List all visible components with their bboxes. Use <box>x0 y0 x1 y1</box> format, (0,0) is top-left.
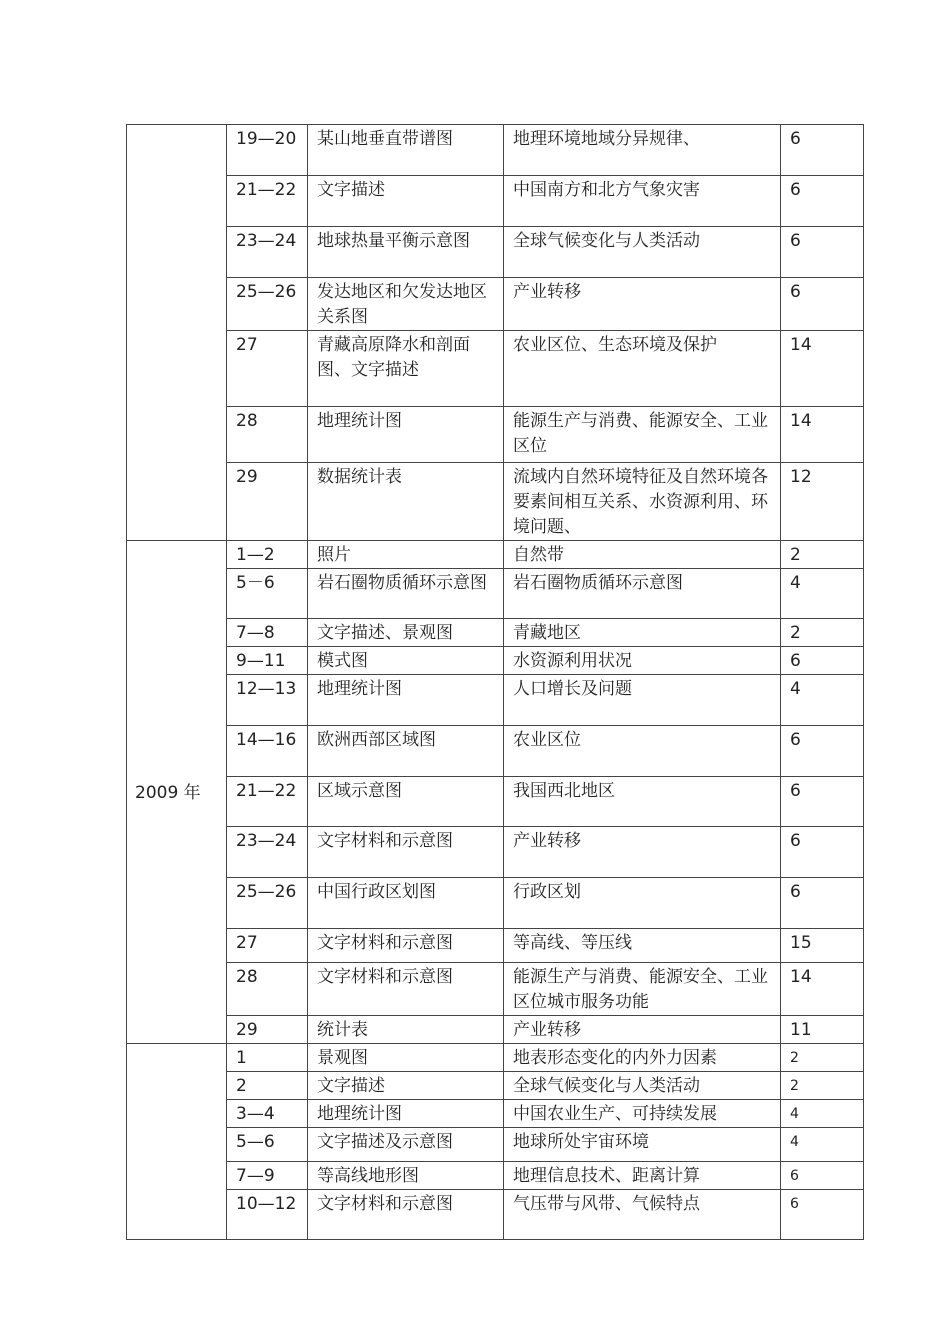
topic-cell: 中国南方和北方气象灾害 <box>504 176 781 227</box>
score-cell: 6 <box>781 1190 864 1240</box>
question-number-cell: 28 <box>227 963 308 1016</box>
table-row <box>127 1016 864 1044</box>
score-cell: 6 <box>781 278 864 331</box>
material-cell: 区域示意图 <box>308 777 504 827</box>
topic-cell: 青藏地区 <box>504 619 781 647</box>
exam-analysis-table <box>126 124 864 1240</box>
table-row <box>127 176 864 227</box>
question-number-cell: 1—2 <box>227 541 308 569</box>
question-number-cell: 12—13 <box>227 675 308 726</box>
material-cell: 文字描述及示意图 <box>308 1128 504 1162</box>
score-cell: 6 <box>781 827 864 878</box>
table-row <box>127 1128 864 1162</box>
topic-cell: 产业转移 <box>504 1016 781 1044</box>
topic-cell: 水资源利用状况 <box>504 647 781 675</box>
table-row <box>127 227 864 278</box>
score-cell: 2 <box>781 1044 864 1072</box>
material-cell: 地理统计图 <box>308 407 504 463</box>
topic-cell: 气压带与风带、气候特点 <box>504 1190 781 1240</box>
question-number-cell: 21—22 <box>227 777 308 827</box>
topic-cell: 岩石圈物质循环示意图 <box>504 569 781 619</box>
topic-cell: 我国西北地区 <box>504 777 781 827</box>
table-row <box>127 777 864 827</box>
score-cell: 4 <box>781 1100 864 1128</box>
material-cell: 等高线地形图 <box>308 1162 504 1190</box>
material-cell: 景观图 <box>308 1044 504 1072</box>
year-cell <box>127 1044 227 1240</box>
material-cell: 数据统计表 <box>308 463 504 541</box>
material-cell: 欧洲西部区域图 <box>308 726 504 777</box>
topic-cell: 行政区划 <box>504 878 781 929</box>
material-cell: 岩石圈物质循环示意图 <box>308 569 504 619</box>
score-cell: 6 <box>781 777 864 827</box>
topic-cell: 地球所处宇宙环境 <box>504 1128 781 1162</box>
material-cell: 地理统计图 <box>308 675 504 726</box>
topic-cell: 全球气候变化与人类活动 <box>504 1072 781 1100</box>
question-number-cell: 3—4 <box>227 1100 308 1128</box>
material-cell: 发达地区和欠发达地区关系图 <box>308 278 504 331</box>
topic-cell: 农业区位、生态环境及保护 <box>504 331 781 407</box>
question-number-cell: 28 <box>227 407 308 463</box>
score-cell: 4 <box>781 1128 864 1162</box>
table-row <box>127 331 864 407</box>
score-cell: 14 <box>781 963 864 1016</box>
table-row <box>127 963 864 1016</box>
material-cell: 某山地垂直带谱图 <box>308 125 504 176</box>
table-row <box>127 1162 864 1190</box>
table-row <box>127 1190 864 1240</box>
score-cell: 2 <box>781 1072 864 1100</box>
table-row <box>127 541 864 569</box>
year-cell: 2009 年 <box>127 541 227 1044</box>
topic-cell: 产业转移 <box>504 827 781 878</box>
topic-cell: 能源生产与消费、能源安全、工业区位城市服务功能 <box>504 963 781 1016</box>
table-row <box>127 407 864 463</box>
question-number-cell: 14—16 <box>227 726 308 777</box>
material-cell: 文字材料和示意图 <box>308 929 504 963</box>
score-cell: 14 <box>781 331 864 407</box>
score-cell: 6 <box>781 647 864 675</box>
topic-cell: 流域内自然环境特征及自然环境各要素间相互关系、水资源利用、环境问题、 <box>504 463 781 541</box>
topic-cell: 中国农业生产、可持续发展 <box>504 1100 781 1128</box>
material-cell: 地理统计图 <box>308 1100 504 1128</box>
table-row <box>127 929 864 963</box>
topic-cell: 自然带 <box>504 541 781 569</box>
table-row <box>127 878 864 929</box>
table-row <box>127 827 864 878</box>
material-cell: 文字材料和示意图 <box>308 827 504 878</box>
topic-cell: 等高线、等压线 <box>504 929 781 963</box>
table-row <box>127 1100 864 1128</box>
question-number-cell: 27 <box>227 331 308 407</box>
year-cell <box>127 125 227 541</box>
table-row <box>127 463 864 541</box>
question-number-cell: 29 <box>227 1016 308 1044</box>
table-row <box>127 569 864 619</box>
table-row <box>127 726 864 777</box>
material-cell: 地球热量平衡示意图 <box>308 227 504 278</box>
table-row <box>127 1072 864 1100</box>
question-number-cell: 29 <box>227 463 308 541</box>
topic-cell: 地理环境地域分异规律、 <box>504 125 781 176</box>
score-cell: 14 <box>781 407 864 463</box>
question-number-cell: 25—26 <box>227 878 308 929</box>
material-cell: 文字描述 <box>308 176 504 227</box>
score-cell: 6 <box>781 1162 864 1190</box>
question-number-cell: 7—9 <box>227 1162 308 1190</box>
material-cell: 统计表 <box>308 1016 504 1044</box>
score-cell: 6 <box>781 125 864 176</box>
topic-cell: 地理信息技术、距离计算 <box>504 1162 781 1190</box>
question-number-cell: 19—20 <box>227 125 308 176</box>
table-row <box>127 125 864 176</box>
question-number-cell: 2 <box>227 1072 308 1100</box>
question-number-cell: 9—11 <box>227 647 308 675</box>
topic-cell: 农业区位 <box>504 726 781 777</box>
material-cell: 模式图 <box>308 647 504 675</box>
table-row <box>127 675 864 726</box>
material-cell: 青藏高原降水和剖面图、文字描述 <box>308 331 504 407</box>
topic-cell: 能源生产与消费、能源安全、工业区位 <box>504 407 781 463</box>
score-cell: 6 <box>781 227 864 278</box>
question-number-cell: 5—6 <box>227 1128 308 1162</box>
question-number-cell: 23—24 <box>227 227 308 278</box>
table-row <box>127 619 864 647</box>
score-cell: 4 <box>781 569 864 619</box>
topic-cell: 地表形态变化的内外力因素 <box>504 1044 781 1072</box>
score-cell: 15 <box>781 929 864 963</box>
material-cell: 照片 <box>308 541 504 569</box>
question-number-cell: 5－6 <box>227 569 308 619</box>
score-cell: 6 <box>781 176 864 227</box>
question-number-cell: 7—8 <box>227 619 308 647</box>
score-cell: 6 <box>781 878 864 929</box>
material-cell: 文字材料和示意图 <box>308 1190 504 1240</box>
score-cell: 6 <box>781 726 864 777</box>
table-row <box>127 278 864 331</box>
question-number-cell: 21—22 <box>227 176 308 227</box>
material-cell: 文字描述 <box>308 1072 504 1100</box>
score-cell: 11 <box>781 1016 864 1044</box>
material-cell: 中国行政区划图 <box>308 878 504 929</box>
material-cell: 文字材料和示意图 <box>308 963 504 1016</box>
material-cell: 文字描述、景观图 <box>308 619 504 647</box>
table-row <box>127 647 864 675</box>
score-cell: 12 <box>781 463 864 541</box>
question-number-cell: 23—24 <box>227 827 308 878</box>
table-row <box>127 1044 864 1072</box>
score-cell: 4 <box>781 675 864 726</box>
score-cell: 2 <box>781 619 864 647</box>
topic-cell: 人口增长及问题 <box>504 675 781 726</box>
topic-cell: 全球气候变化与人类活动 <box>504 227 781 278</box>
topic-cell: 产业转移 <box>504 278 781 331</box>
table-body <box>127 125 864 1240</box>
question-number-cell: 10—12 <box>227 1190 308 1240</box>
question-number-cell: 27 <box>227 929 308 963</box>
question-number-cell: 25—26 <box>227 278 308 331</box>
question-number-cell: 1 <box>227 1044 308 1072</box>
score-cell: 2 <box>781 541 864 569</box>
